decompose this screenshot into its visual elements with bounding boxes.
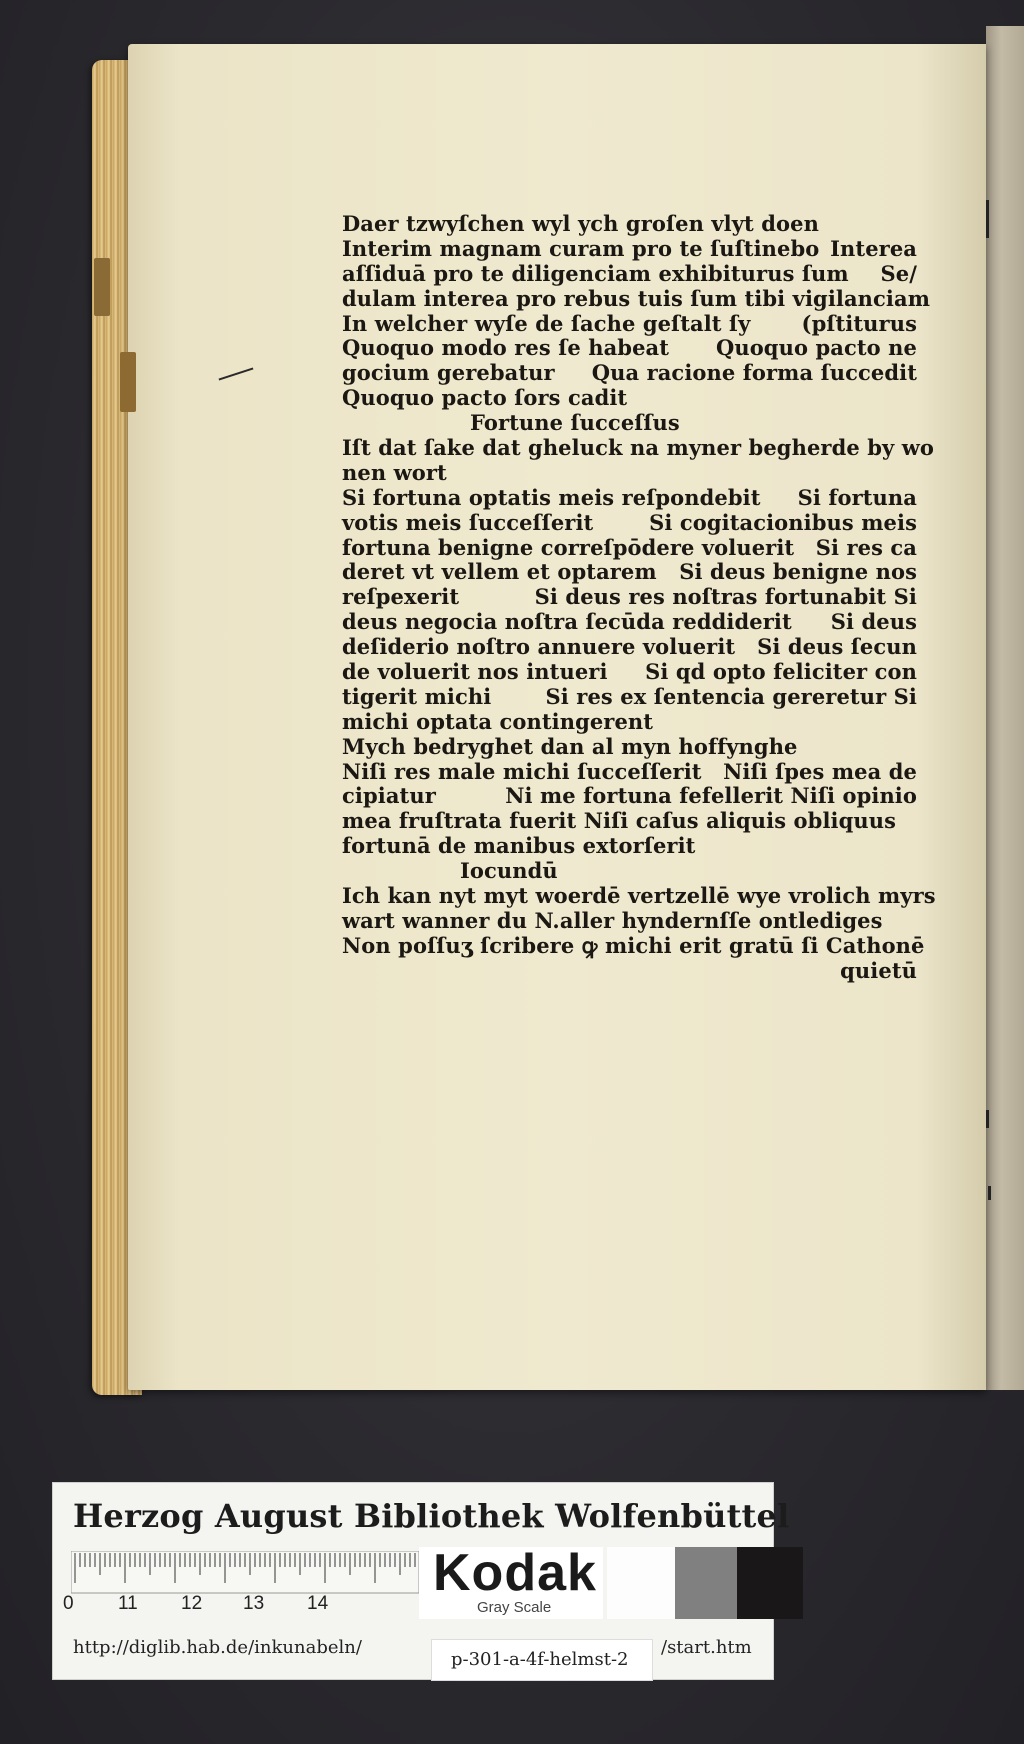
text-line-main: Fortune ſucceſſus: [470, 410, 680, 436]
kodak-logo: Kodak: [433, 1544, 597, 1602]
text-line-main: tigerit michi: [342, 683, 492, 709]
text-line-main: gocium gerebatur: [342, 360, 555, 386]
white-swatch: [607, 1547, 675, 1619]
page-tab-marker: [120, 352, 136, 412]
text-line-main: dulam interea pro rebus tuis ſum tibi vigilanciam: [342, 285, 931, 311]
text-line-right: Si cogitacionibus meis: [649, 509, 917, 535]
text-line: [342, 262, 917, 287]
text-line: [342, 361, 917, 386]
text-line-main: Ich kan nyt myt woerdē vertzellē wye vrolich myrs: [342, 883, 936, 909]
text-line-main: Si fortuna optatis meis reſpondebit: [342, 484, 761, 510]
text-line: [342, 386, 917, 411]
text-line: [342, 834, 917, 859]
text-line-right: Si res ex ſentencia gereretur Si: [545, 683, 917, 709]
text-line-right: Si res ca: [815, 534, 917, 560]
text-line-right: Si fortuna: [797, 484, 917, 510]
text-line-main: Iocundū: [460, 858, 558, 884]
text-line-right: Ni me fortuna fefellerit Niſi opinio: [505, 783, 917, 809]
text-line: [342, 411, 917, 436]
text-line-right: Se/: [880, 260, 917, 286]
text-line-main: Iſt dat ſake dat gheluck na myner begherde by wo: [342, 435, 935, 461]
black-swatch: [737, 1547, 803, 1619]
text-line-main: Quoquo modo res ſe habeat: [342, 335, 670, 361]
text-line: [342, 959, 917, 984]
text-line-right: Niſi ſpes mea de: [723, 758, 917, 784]
text-line: [342, 511, 917, 536]
text-line: [342, 760, 917, 785]
ruler-number: 13: [243, 1593, 265, 1614]
text-line-main: fortuna benigne correſpōdere voluerit: [342, 534, 795, 560]
ruler-number: 11: [118, 1593, 138, 1614]
text-line-right: Interea: [830, 235, 917, 261]
text-line: [342, 536, 917, 561]
text-line-main: reſpexerit: [342, 584, 460, 610]
text-line: [342, 312, 917, 337]
text-line: [342, 285, 931, 312]
text-line-main: deret vt vellem et optarem: [342, 559, 657, 585]
text-line: [342, 635, 917, 660]
gray-swatch: [675, 1547, 737, 1619]
text-line: [342, 710, 917, 735]
source-url: http://diglib.hab.de/inkunabeln/: [73, 1637, 362, 1658]
url-suffix: /start.htm: [661, 1637, 752, 1658]
gray-scale-caption: Gray Scale: [477, 1599, 552, 1616]
text-line-main: Quoquo pacto ſors cadit: [342, 385, 628, 411]
text-line: [342, 784, 917, 809]
text-line-right: quietū: [840, 957, 917, 983]
text-line: [342, 435, 935, 461]
text-line: [342, 585, 917, 610]
text-line: [342, 560, 917, 585]
text-line-main: deſiderio noſtro annuere voluerit: [342, 634, 736, 660]
text-line-main: Niſi res male michi ſucceſſerit: [342, 758, 702, 784]
text-line-main: mea fruſtrata fuerit Niſi caſus aliquis obliquus: [342, 808, 897, 834]
text-line-main: Interim magnam curam pro te ſuſtinebo: [342, 235, 820, 261]
text-line: [342, 486, 917, 511]
ruler-number: 0: [63, 1593, 74, 1614]
text-line-right: Si deus benigne nos: [679, 559, 917, 585]
margin-mark: [988, 1186, 991, 1200]
text-line-right: Si deus res noſtras fortunabit Si: [534, 584, 917, 610]
shelfmark: p-301-a-4f-helmst-2: [451, 1649, 629, 1670]
next-page-edge: [986, 26, 1024, 1390]
text-line-main: aſſiduā pro te diligenciam exhibiturus ſum: [342, 260, 849, 286]
text-line-main: fortunā de manibus extorſerit: [342, 833, 696, 859]
text-line: [342, 909, 917, 934]
text-line: [342, 932, 925, 959]
incunable-text-block: [342, 211, 936, 984]
text-line: [342, 237, 917, 262]
text-line-right: (pſtiturus: [801, 310, 917, 336]
text-line: [342, 461, 917, 486]
margin-mark: [986, 1110, 989, 1128]
text-line-main: votis meis ſucceſſerit: [342, 509, 594, 535]
text-line: [342, 859, 917, 884]
text-line-right: Qua racione forma ſuccedit: [591, 360, 917, 386]
text-line-main: deus negocia noſtra ſecūda reddiderit: [342, 609, 792, 635]
text-line-main: In welcher wyſe de ſache geſtalt ſy: [342, 310, 751, 336]
text-line: [342, 685, 917, 710]
text-line-main: michi optata contingerent: [342, 708, 654, 734]
text-line-main: cipiatur: [342, 783, 436, 809]
text-line-right: Si deus: [830, 609, 917, 635]
library-scan-label: [52, 1482, 790, 1680]
text-line-main: Mych bedryghet dan al myn hoffynghe: [342, 733, 798, 759]
page-tab-marker: [94, 258, 110, 316]
text-line-main: Non poſſuʒ ſcribere ꝙ michi erit gratū ſi Cathonē: [342, 932, 925, 958]
text-line: [342, 610, 917, 635]
margin-mark: [986, 200, 989, 238]
text-line-right: Quoquo pacto ne: [715, 335, 917, 361]
text-line-main: nen wort: [342, 459, 447, 485]
text-line-right: Si deus ſecun: [757, 634, 917, 660]
text-line-right: Si qd opto feliciter con: [645, 659, 917, 685]
text-line: [342, 809, 917, 834]
text-line: [342, 660, 917, 685]
ruler-number: 14: [307, 1593, 329, 1614]
text-line: [342, 735, 917, 760]
library-name: Herzog August Bibliothek Wolfenbüttel: [73, 1497, 790, 1535]
text-line-main: wart wanner du N.aller hyndernſſe ontlediges: [342, 907, 883, 933]
text-line: [342, 212, 917, 237]
text-line: [342, 336, 917, 361]
text-line: [342, 883, 936, 909]
text-line-main: Daer tzwyſchen wyl ych groſen vlyt doen: [342, 211, 819, 236]
ruler-number: 12: [181, 1593, 203, 1614]
text-line-main: de voluerit nos intueri: [342, 659, 608, 685]
